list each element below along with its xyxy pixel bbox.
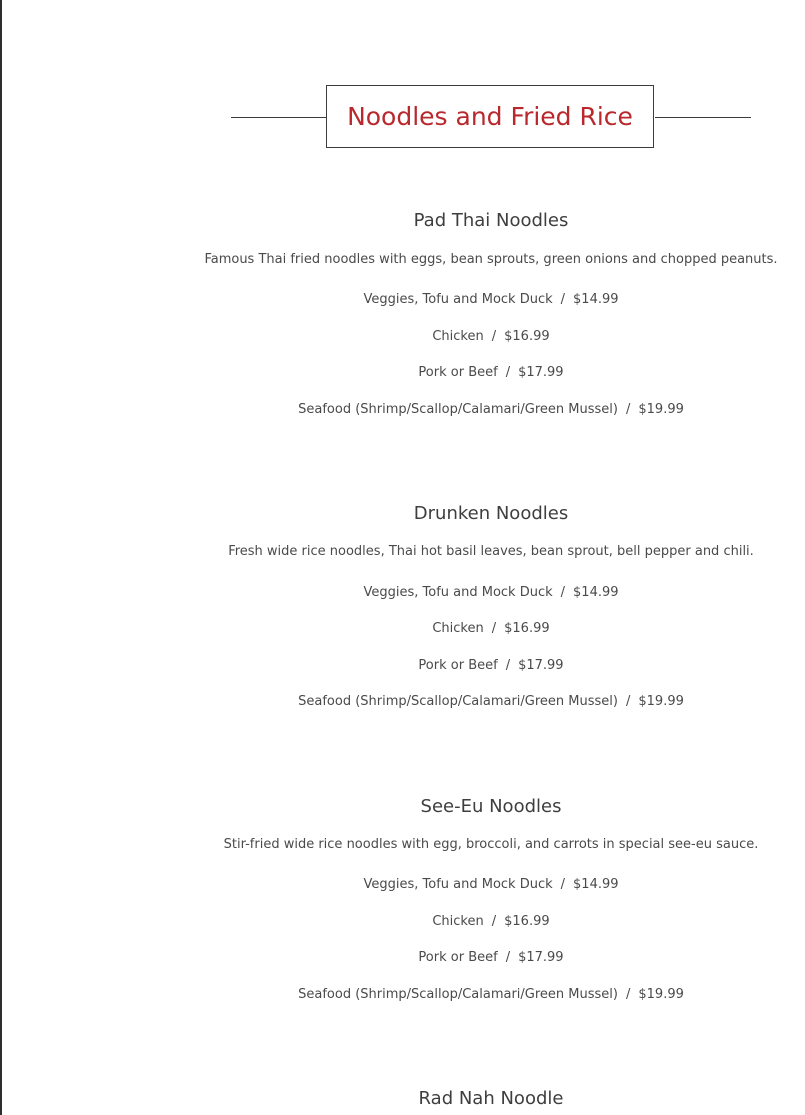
price-separator: /	[491, 621, 497, 636]
option-price: $17.99	[518, 365, 564, 380]
option-price: $17.99	[518, 950, 564, 965]
title-rule-right	[655, 117, 751, 118]
option-price: $14.99	[573, 292, 619, 307]
option-price: $16.99	[504, 914, 550, 929]
dish-name: Rad Nah Noodle	[418, 1088, 564, 1109]
option-label: Chicken	[432, 621, 484, 636]
option-label: Veggies, Tofu and Mock Duck	[363, 585, 553, 600]
dish-name: Drunken Noodles	[413, 503, 569, 524]
price-option	[160, 585, 805, 600]
price-option	[160, 877, 805, 892]
option-price: $14.99	[573, 585, 619, 600]
option-price: $16.99	[504, 621, 550, 636]
option-price: $14.99	[573, 877, 619, 892]
price-option	[160, 950, 805, 965]
price-separator: /	[491, 914, 497, 929]
section-title-box	[326, 85, 654, 148]
option-label: Chicken	[432, 914, 484, 929]
price-option	[160, 694, 805, 709]
price-separator: /	[625, 987, 631, 1002]
option-label: Pork or Beef	[418, 658, 498, 673]
option-price: $16.99	[504, 329, 550, 344]
price-separator: /	[625, 694, 631, 709]
option-label: Seafood (Shrimp/Scallop/Calamari/Green Mussel)	[298, 694, 618, 709]
option-price: $19.99	[638, 694, 684, 709]
price-option	[160, 987, 805, 1002]
price-separator: /	[491, 329, 497, 344]
price-option	[160, 402, 805, 417]
dish-name: Pad Thai Noodles	[413, 210, 569, 231]
option-label: Pork or Beef	[418, 950, 498, 965]
option-price: $19.99	[638, 987, 684, 1002]
dish-description: Famous Thai fried noodles with eggs, bean sprouts, green onions and chopped peanuts.	[204, 252, 778, 267]
price-option	[160, 329, 805, 344]
price-separator: /	[560, 877, 566, 892]
dish-description: Stir-fried wide rice noodles with egg, broccoli, and carrots in special see-eu sauce.	[223, 837, 759, 852]
price-option	[160, 292, 805, 307]
price-option	[160, 365, 805, 380]
dish-name: See-Eu Noodles	[420, 796, 562, 817]
option-label: Veggies, Tofu and Mock Duck	[363, 877, 553, 892]
option-label: Pork or Beef	[418, 365, 498, 380]
option-price: $17.99	[518, 658, 564, 673]
option-label: Seafood (Shrimp/Scallop/Calamari/Green Mussel)	[298, 402, 618, 417]
price-option	[160, 914, 805, 929]
price-option	[160, 658, 805, 673]
title-rule-left	[231, 117, 327, 118]
page-edge-rule	[0, 0, 2, 1115]
price-option	[160, 621, 805, 636]
price-separator: /	[560, 292, 566, 307]
section-title: Noodles and Fried Rice	[347, 102, 633, 131]
option-label: Chicken	[432, 329, 484, 344]
option-label: Veggies, Tofu and Mock Duck	[363, 292, 553, 307]
price-separator: /	[505, 365, 511, 380]
price-separator: /	[505, 658, 511, 673]
option-label: Seafood (Shrimp/Scallop/Calamari/Green Mussel)	[298, 987, 618, 1002]
option-price: $19.99	[638, 402, 684, 417]
dish-description: Fresh wide rice noodles, Thai hot basil leaves, bean sprout, bell pepper and chili.	[228, 544, 754, 559]
price-separator: /	[625, 402, 631, 417]
price-separator: /	[505, 950, 511, 965]
price-separator: /	[560, 585, 566, 600]
